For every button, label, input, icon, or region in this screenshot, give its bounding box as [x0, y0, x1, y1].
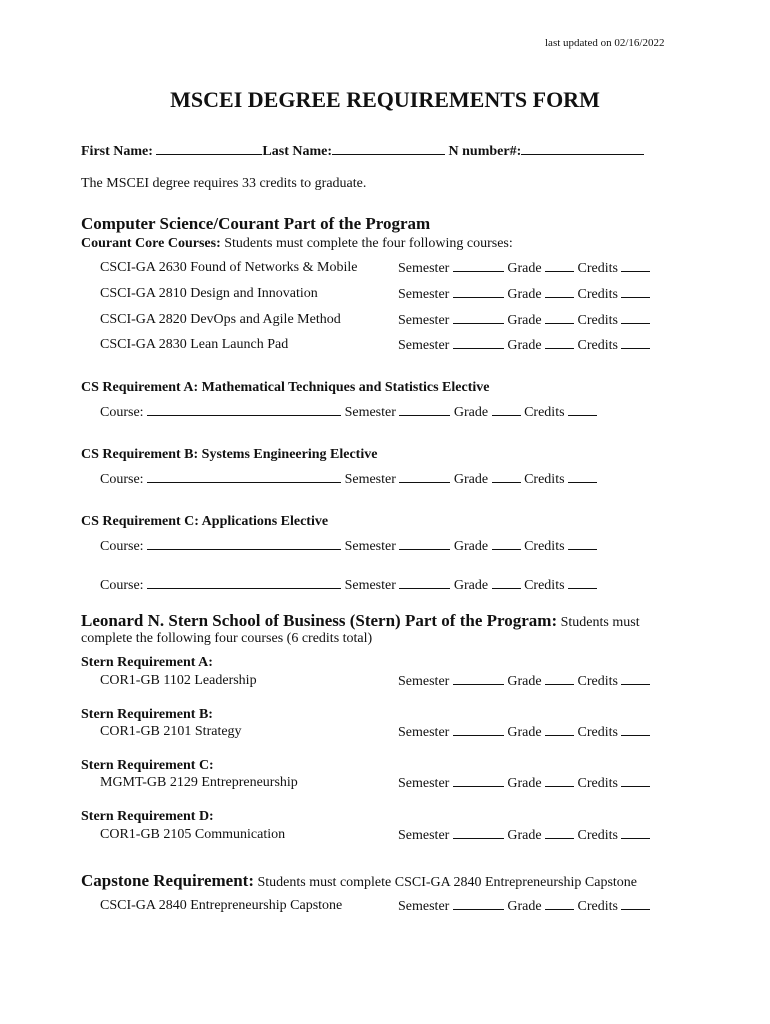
- semester-field[interactable]: [453, 312, 504, 324]
- core-course-2-fields: [398, 286, 650, 303]
- semester-field[interactable]: [453, 898, 504, 910]
- capstone-heading: Capstone Requirement:: [81, 871, 254, 890]
- stern-desc-2: complete the following four courses (6 credits total): [81, 631, 373, 646]
- course-field[interactable]: [147, 577, 341, 589]
- stern-req-d-label: Stern Requirement D:: [81, 809, 214, 824]
- semester-field[interactable]: [399, 471, 450, 483]
- cs-req-c-row-2: [100, 577, 597, 594]
- credits-field[interactable]: [621, 775, 650, 787]
- course-field[interactable]: [147, 471, 341, 483]
- course-label: Course:: [100, 578, 144, 593]
- first-name-label: First Name:: [81, 144, 153, 159]
- semester-label: Semester: [398, 674, 450, 689]
- first-name-field[interactable]: [156, 142, 262, 155]
- grade-field[interactable]: [492, 577, 521, 589]
- grade-label: Grade: [507, 828, 542, 843]
- semester-field[interactable]: [453, 724, 504, 736]
- stern-req-b-course: COR1-GB 2101 Strategy: [100, 724, 242, 739]
- cs-req-b-heading: CS Requirement B: Systems Engineering Elective: [81, 447, 378, 462]
- credits-field[interactable]: [621, 898, 650, 910]
- credits-field[interactable]: [621, 260, 650, 272]
- grade-field[interactable]: [492, 471, 521, 483]
- grade-field[interactable]: [545, 898, 574, 910]
- semester-label: Semester: [398, 287, 450, 302]
- credits-label: Credits: [577, 313, 618, 328]
- semester-label: Semester: [344, 539, 396, 554]
- name-fields-row: [81, 142, 644, 160]
- form-title: MSCEI DEGREE REQUIREMENTS FORM: [170, 87, 600, 112]
- core-course-4: CSCI-GA 2830 Lean Launch Pad: [100, 337, 289, 352]
- semester-field[interactable]: [453, 337, 504, 349]
- grade-field[interactable]: [545, 337, 574, 349]
- semester-label: Semester: [398, 725, 450, 740]
- grade-label: Grade: [507, 338, 542, 353]
- stern-desc-1: Students must: [560, 615, 640, 630]
- credits-field[interactable]: [621, 337, 650, 349]
- credits-label: Credits: [577, 776, 618, 791]
- grade-label: Grade: [507, 261, 542, 276]
- stern-req-d-course: COR1-GB 2105 Communication: [100, 827, 286, 842]
- grade-label: Grade: [453, 405, 489, 420]
- semester-field[interactable]: [453, 775, 504, 787]
- cs-section-heading: Computer Science/Courant Part of the Program: [81, 214, 431, 233]
- stern-req-b-label: Stern Requirement B:: [81, 707, 213, 722]
- grade-label: Grade: [507, 674, 542, 689]
- credits-label: Credits: [524, 578, 565, 593]
- capstone-desc: Students must complete CSCI-GA 2840 Entrepreneurship Capstone: [257, 875, 637, 890]
- credits-field[interactable]: [621, 312, 650, 324]
- capstone-course: CSCI-GA 2840 Entrepreneurship Capstone: [100, 898, 343, 913]
- semester-label: Semester: [398, 261, 450, 276]
- semester-field[interactable]: [399, 538, 450, 550]
- credits-label: Credits: [577, 287, 618, 302]
- course-field[interactable]: [147, 538, 341, 550]
- grade-label: Grade: [453, 472, 489, 487]
- semester-label: Semester: [344, 578, 396, 593]
- courant-core-desc: Students must complete the four following courses:: [224, 236, 513, 251]
- course-label: Course:: [100, 539, 144, 554]
- grade-label: Grade: [453, 578, 489, 593]
- credits-field[interactable]: [621, 286, 650, 298]
- course-label: Course:: [100, 472, 144, 487]
- last-name-field[interactable]: [332, 142, 445, 155]
- credits-label: Credits: [577, 828, 618, 843]
- stern-req-a-course: COR1-GB 1102 Leadership: [100, 673, 257, 688]
- core-course-3: CSCI-GA 2820 DevOps and Agile Method: [100, 312, 341, 327]
- credits-field[interactable]: [568, 404, 597, 416]
- semester-field[interactable]: [453, 260, 504, 272]
- courant-core-intro: [81, 236, 513, 252]
- credits-label: Credits: [524, 405, 565, 420]
- cs-req-c-row-1: [100, 538, 597, 555]
- semester-field[interactable]: [399, 577, 450, 589]
- semester-label: Semester: [398, 338, 450, 353]
- grade-field[interactable]: [545, 827, 574, 839]
- courant-core-label: Courant Core Courses:: [81, 236, 221, 251]
- semester-label: Semester: [398, 313, 450, 328]
- semester-label: Semester: [398, 776, 450, 791]
- capstone-heading-row: [81, 871, 637, 891]
- semester-field[interactable]: [453, 827, 504, 839]
- core-course-4-fields: [398, 337, 650, 354]
- grade-field[interactable]: [492, 404, 521, 416]
- capstone-fields: [398, 898, 650, 915]
- credits-field[interactable]: [568, 538, 597, 550]
- credits-label: Credits: [577, 338, 618, 353]
- semester-field[interactable]: [453, 286, 504, 298]
- core-course-2: CSCI-GA 2810 Design and Innovation: [100, 286, 318, 301]
- semester-label: Semester: [398, 899, 450, 914]
- credits-label: Credits: [577, 261, 618, 276]
- semester-field[interactable]: [453, 673, 504, 685]
- stern-req-d-fields: [398, 827, 650, 844]
- grade-label: Grade: [507, 725, 542, 740]
- credits-field[interactable]: [621, 724, 650, 736]
- cs-req-a-row: [100, 404, 597, 421]
- stern-req-c-label: Stern Requirement C:: [81, 758, 214, 773]
- grade-field[interactable]: [545, 286, 574, 298]
- credits-label: Credits: [524, 472, 565, 487]
- credits-field[interactable]: [621, 673, 650, 685]
- semester-label: Semester: [398, 828, 450, 843]
- semester-label: Semester: [344, 405, 396, 420]
- cs-req-c-heading: CS Requirement C: Applications Elective: [81, 514, 329, 529]
- stern-section-heading-row: [81, 611, 640, 631]
- grade-field[interactable]: [545, 260, 574, 272]
- core-course-1-fields: [398, 260, 650, 277]
- grade-label: Grade: [507, 313, 542, 328]
- credits-label: Credits: [577, 725, 618, 740]
- credits-label: Credits: [524, 539, 565, 554]
- grade-field[interactable]: [545, 673, 574, 685]
- cs-req-a-heading: CS Requirement A: Mathematical Techniques and Statistics Elective: [81, 380, 490, 395]
- credits-field[interactable]: [568, 471, 597, 483]
- grade-field[interactable]: [545, 724, 574, 736]
- credits-label: Credits: [577, 674, 618, 689]
- grade-label: Grade: [453, 539, 489, 554]
- course-field[interactable]: [147, 404, 341, 416]
- grade-label: Grade: [507, 899, 542, 914]
- stern-req-a-fields: [398, 673, 650, 690]
- credits-field[interactable]: [621, 827, 650, 839]
- intro-text: The MSCEI degree requires 33 credits to graduate.: [81, 176, 367, 191]
- semester-field[interactable]: [399, 404, 450, 416]
- core-course-3-fields: [398, 312, 650, 329]
- last-name-label: Last Name:: [262, 144, 333, 159]
- grade-field[interactable]: [545, 775, 574, 787]
- n-number-field[interactable]: [521, 142, 644, 155]
- core-course-1: CSCI-GA 2630 Found of Networks & Mobile: [100, 260, 358, 275]
- stern-req-c-fields: [398, 775, 650, 792]
- n-number-label: N number#:: [448, 144, 522, 159]
- stern-req-b-fields: [398, 724, 650, 741]
- stern-req-a-label: Stern Requirement A:: [81, 655, 213, 670]
- stern-section-heading: Leonard N. Stern School of Business (Stern) Part of the Program:: [81, 611, 558, 630]
- course-label: Course:: [100, 405, 144, 420]
- grade-label: Grade: [507, 287, 542, 302]
- grade-label: Grade: [507, 776, 542, 791]
- grade-field[interactable]: [545, 312, 574, 324]
- semester-label: Semester: [344, 472, 396, 487]
- credits-label: Credits: [577, 899, 618, 914]
- grade-field[interactable]: [492, 538, 521, 550]
- cs-req-b-row: [100, 471, 597, 488]
- stern-req-c-course: MGMT-GB 2129 Entrepreneurship: [100, 775, 298, 790]
- credits-field[interactable]: [568, 577, 597, 589]
- last-updated-note: last updated on 02/16/2022: [545, 37, 665, 49]
